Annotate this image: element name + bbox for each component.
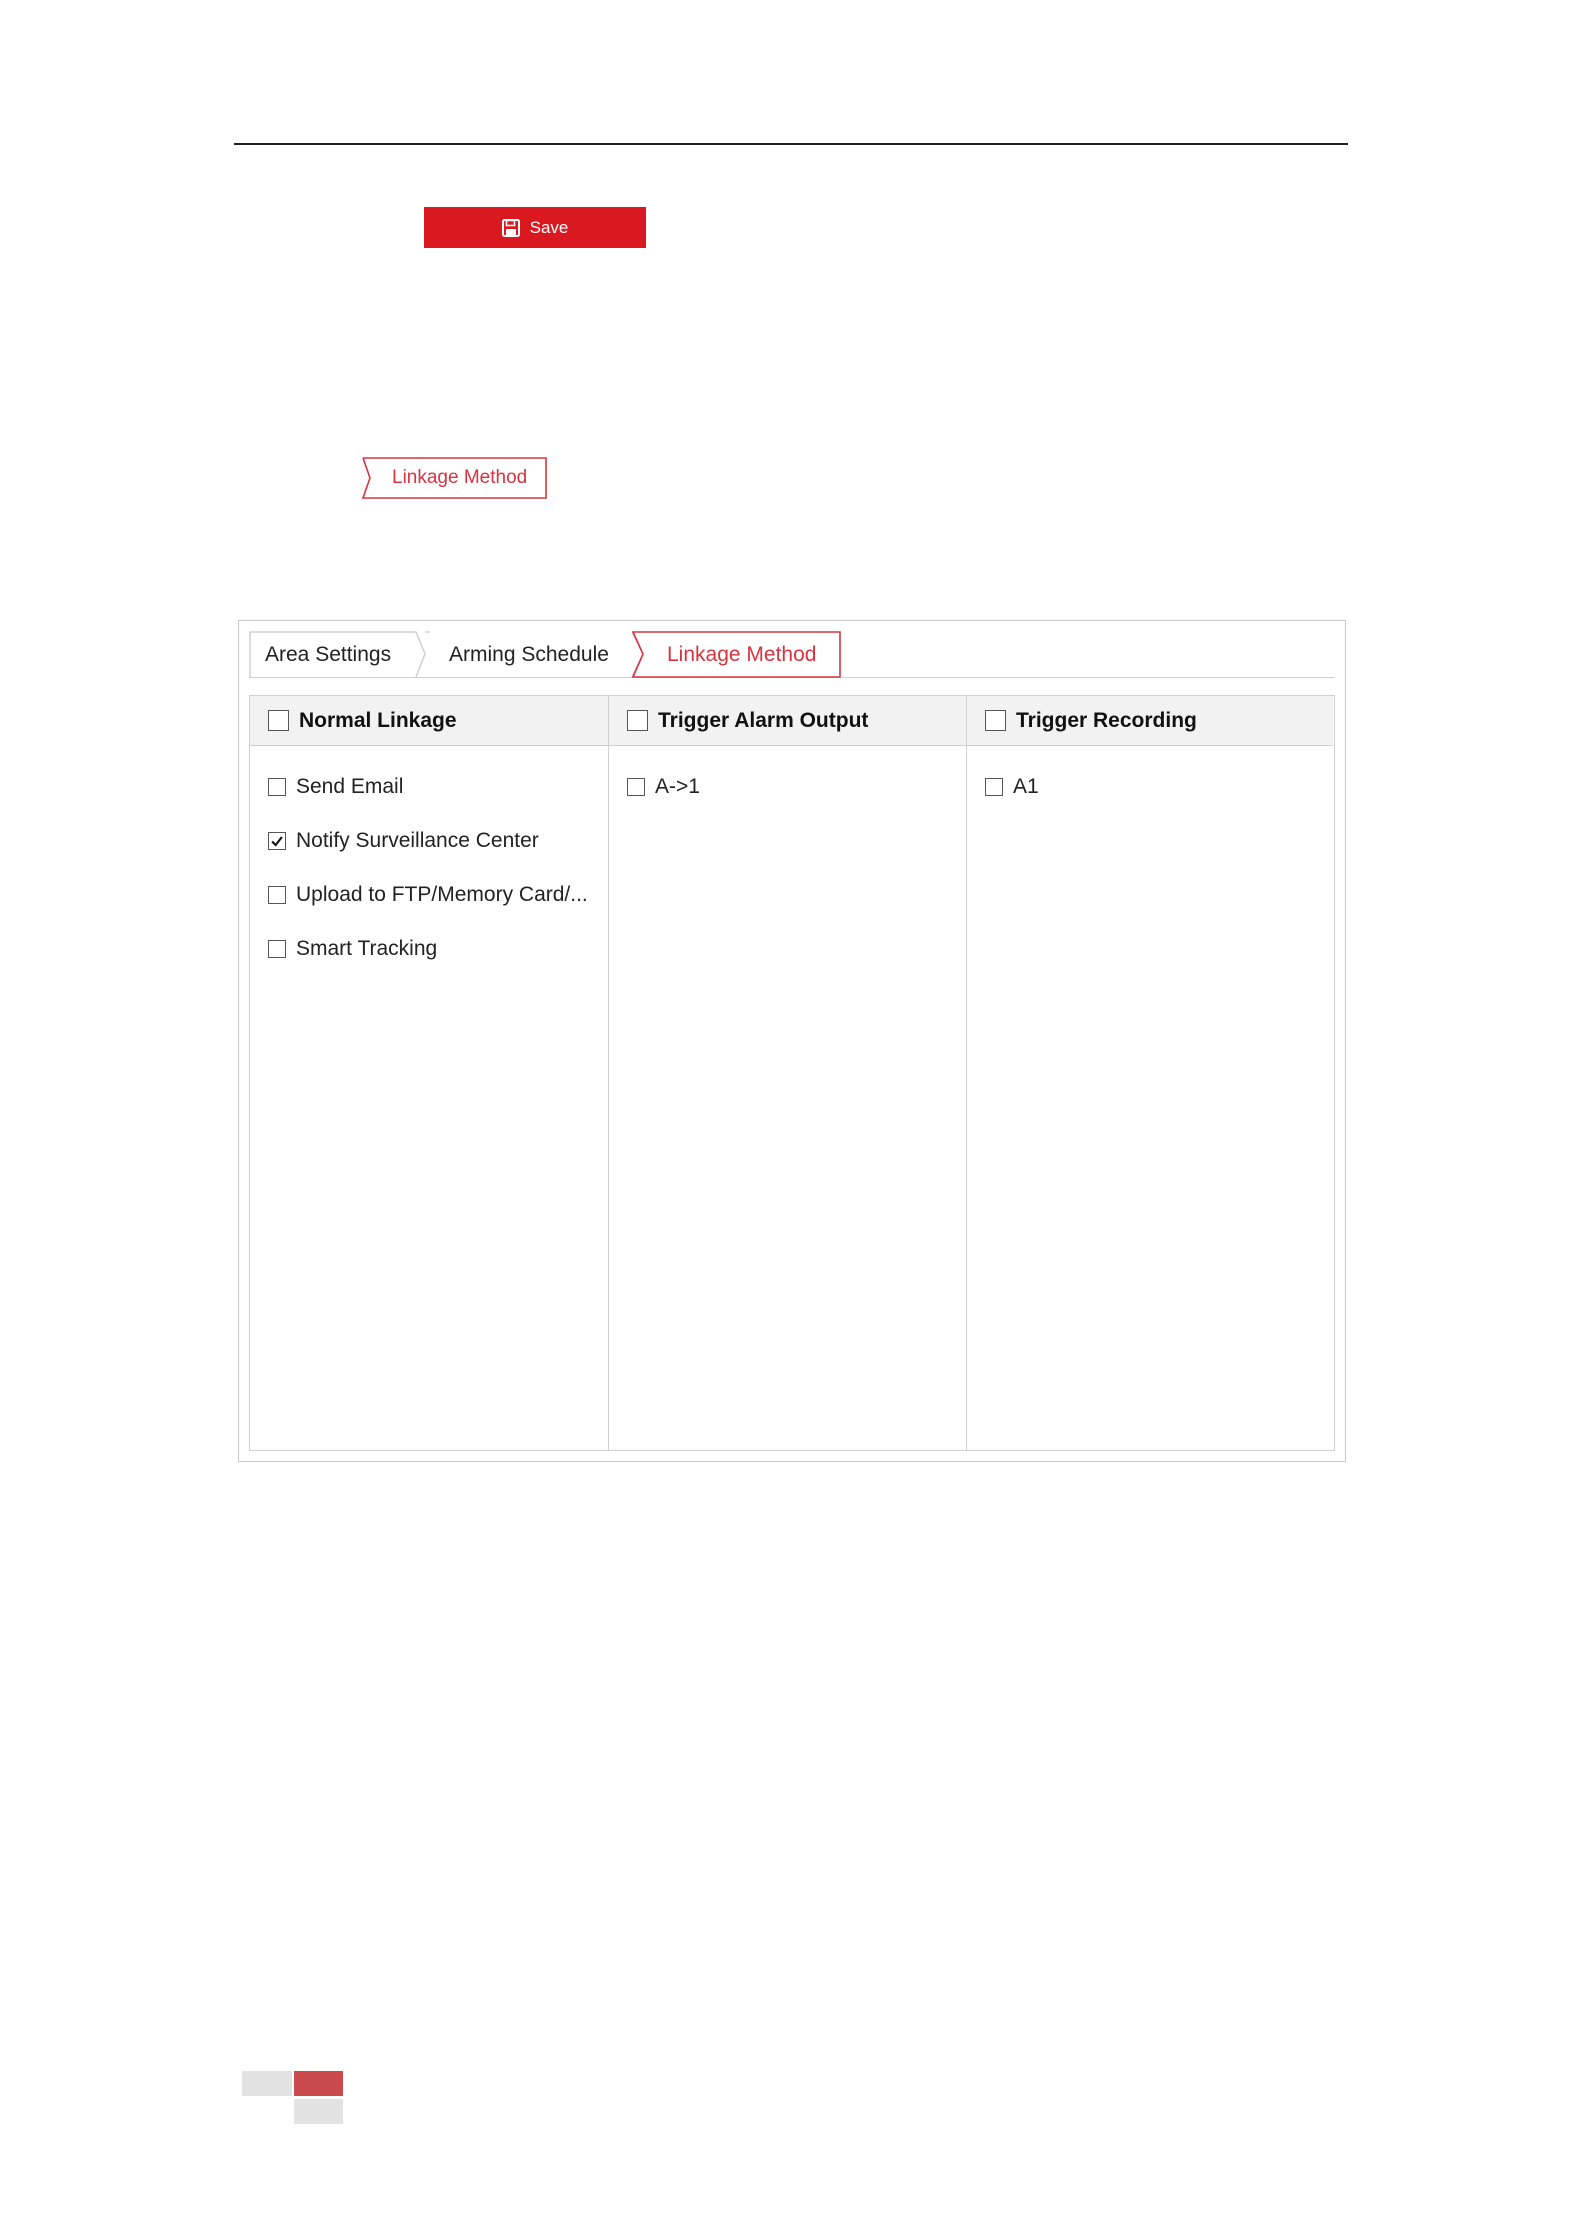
normal-linkage-checkbox[interactable] [268,710,289,731]
send-email-checkbox[interactable] [268,778,286,796]
footer-decoration-gray [242,2071,292,2096]
smart-tracking-checkbox[interactable] [268,940,286,958]
option-recording-a1 [985,760,1333,814]
column-header [609,696,966,746]
option-label: A->1 [655,775,700,798]
option-label: Smart Tracking [296,937,438,960]
tab-area-settings[interactable]: Area Settings [265,643,392,666]
column-header-label: Trigger Alarm Output [658,708,869,732]
header-rule [234,143,1348,145]
section-tag-label: Linkage Method [392,467,528,488]
save-button[interactable] [424,207,646,248]
option-list [609,746,966,814]
column-trigger-recording [966,696,1333,1450]
alarm-output-a1-checkbox[interactable] [627,778,645,796]
option-label: Notify Surveillance Center [296,829,539,852]
column-header [250,696,608,746]
option-upload-ftp [268,868,608,922]
option-notify-surveillance-center [268,814,608,868]
option-send-email [268,760,608,814]
floppy-disk-icon [502,219,520,237]
trigger-recording-checkbox[interactable] [985,710,1006,731]
linkage-panel [238,620,1346,1462]
linkage-grid [249,695,1335,1451]
option-label: Upload to FTP/Memory Card/... [296,883,588,906]
column-trigger-alarm-output [608,696,966,1450]
tab-arming-schedule[interactable]: Arming Schedule [449,643,609,666]
save-button-label: Save [529,217,569,237]
option-label: Send Email [296,775,404,798]
column-header-label: Trigger Recording [1016,708,1197,732]
column-header [967,696,1333,746]
trigger-alarm-output-checkbox[interactable] [627,710,648,731]
option-list [967,746,1333,814]
option-label: A1 [1013,775,1039,798]
section-tag-linkage-method [360,457,548,499]
tab-bar [249,631,1335,678]
recording-a1-checkbox[interactable] [985,778,1003,796]
column-normal-linkage [250,696,608,1450]
upload-ftp-checkbox[interactable] [268,886,286,904]
tab-linkage-method[interactable]: Linkage Method [667,643,817,666]
notify-surveillance-center-checkbox[interactable] [268,832,286,850]
option-list [250,746,608,976]
footer-decoration-red [294,2071,343,2096]
column-header-label: Normal Linkage [299,708,457,732]
option-smart-tracking [268,922,608,976]
option-alarm-output-a1 [627,760,966,814]
footer-decoration-gray-lower [294,2099,343,2124]
checkmark-icon [269,833,285,849]
